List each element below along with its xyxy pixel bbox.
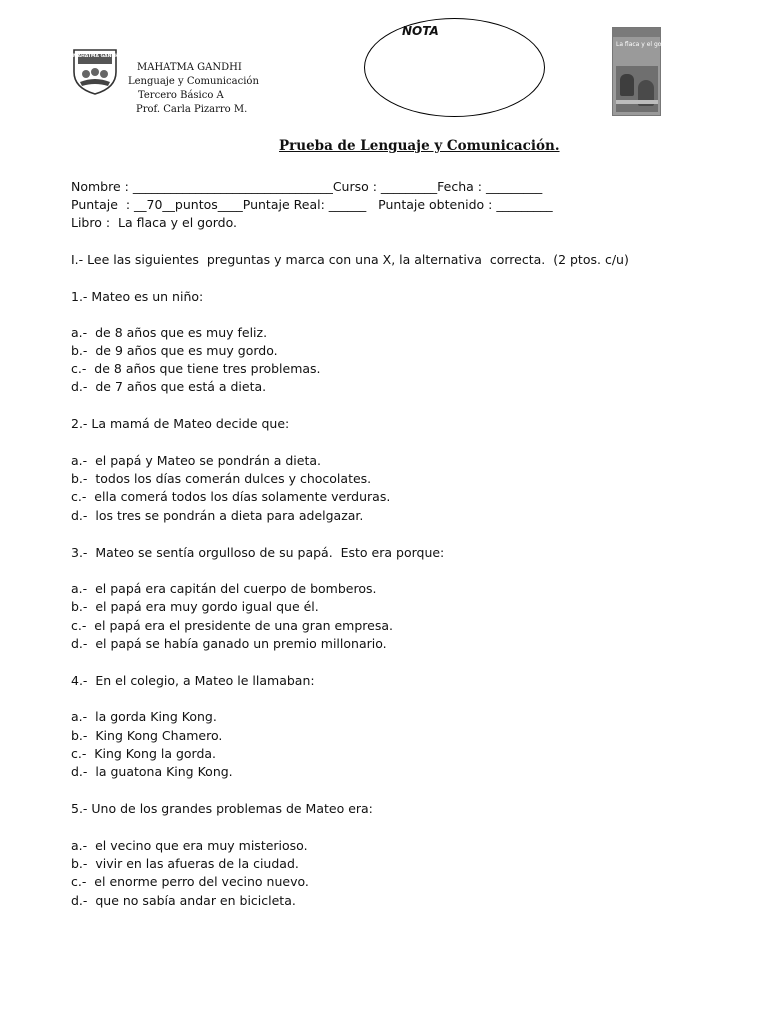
puntaje-field-line[interactable]: Puntaje : __70__puntos____Puntaje Real: ______ Puntaje obtenido : _________ [71,197,553,212]
option-1d[interactable]: d.- de 7 años que está a dieta. [71,379,267,394]
question-5: 5.- Uno de los grandes problemas de Mateo era: [71,801,373,816]
grade-oval [364,18,545,117]
option-5c[interactable]: c.- el enorme perro del vecino nuevo. [71,874,309,889]
option-1a[interactable]: a.- de 8 años que es muy feliz. [71,325,268,340]
option-3a[interactable]: a.- el papá era capitán del cuerpo de bomberos. [71,581,377,596]
option-2a[interactable]: a.- el papá y Mateo se pondrán a dieta. [71,453,321,468]
option-4c[interactable]: c.- King Kong la gorda. [71,746,217,761]
illustration-figure [620,74,634,96]
option-3d[interactable]: d.- el papá se había ganado un premio millonario. [71,636,387,651]
option-3b[interactable]: b.- el papá era muy gordo igual que él. [71,599,319,614]
illustration-table [616,100,658,104]
question-3: 3.- Mateo se sentía orgulloso de su papá. Esto era porque: [71,545,445,560]
option-5b[interactable]: b.- vivir en las afueras de la ciudad. [71,856,299,871]
book-cover-band [613,28,660,37]
option-5a[interactable]: a.- el vecino que era muy misterioso. [71,838,308,853]
question-2: 2.- La mamá de Mateo decide que: [71,416,290,431]
option-1b[interactable]: b.- de 9 años que es muy gordo. [71,343,278,358]
libro-line: Libro : La flaca y el gordo. [71,215,237,230]
question-4: 4.- En el colegio, a Mateo le llamaban: [71,673,315,688]
question-1: 1.- Mateo es un niño: [71,289,204,304]
book-cover-image [612,27,672,116]
option-3c[interactable]: c.- el papá era el presidente de una gran empresa. [71,618,393,633]
nombre-field-line[interactable]: Nombre : ________________________________Curso : _________Fecha : _________ [71,179,543,194]
option-2b[interactable]: b.- todos los días comerán dulces y chocolates. [71,471,372,486]
subject-name: Lenguaje y Comunicación [128,76,259,87]
book-cover-illustration [616,66,658,112]
option-4a[interactable]: a.- la gorda King Kong. [71,709,217,724]
option-4b[interactable]: b.- King Kong Chamero. [71,728,223,743]
school-name: MAHATMA GANDHI [137,62,242,73]
option-1c[interactable]: c.- de 8 años que tiene tres problemas. [71,361,321,376]
instructions: I.- Lee las siguientes preguntas y marca con una X, la alternativa correcta. (2 ptos. c/u) [71,252,629,267]
school-emblem-icon [70,42,120,96]
page-title: Prueba de Lenguaje y Comunicación. [279,138,560,154]
option-2c[interactable]: c.- ella comerá todos los días solamente verduras. [71,489,391,504]
school-logo [70,42,120,96]
school-logo-label: MAHATMA GANDHI [73,54,121,59]
teacher-name: Prof. Carla Pizarro M. [136,104,248,115]
option-2d[interactable]: d.- los tres se pondrán a dieta para adelgazar. [71,508,364,523]
book-cover-title: La flaca y el gordo [616,41,672,48]
option-5d[interactable]: d.- que no sabía andar en bicicleta. [71,893,296,908]
option-4d[interactable]: d.- la guatona King Kong. [71,764,233,779]
nota-label: NOTA [402,24,439,38]
grade-name: Tercero Básico A [138,90,224,101]
